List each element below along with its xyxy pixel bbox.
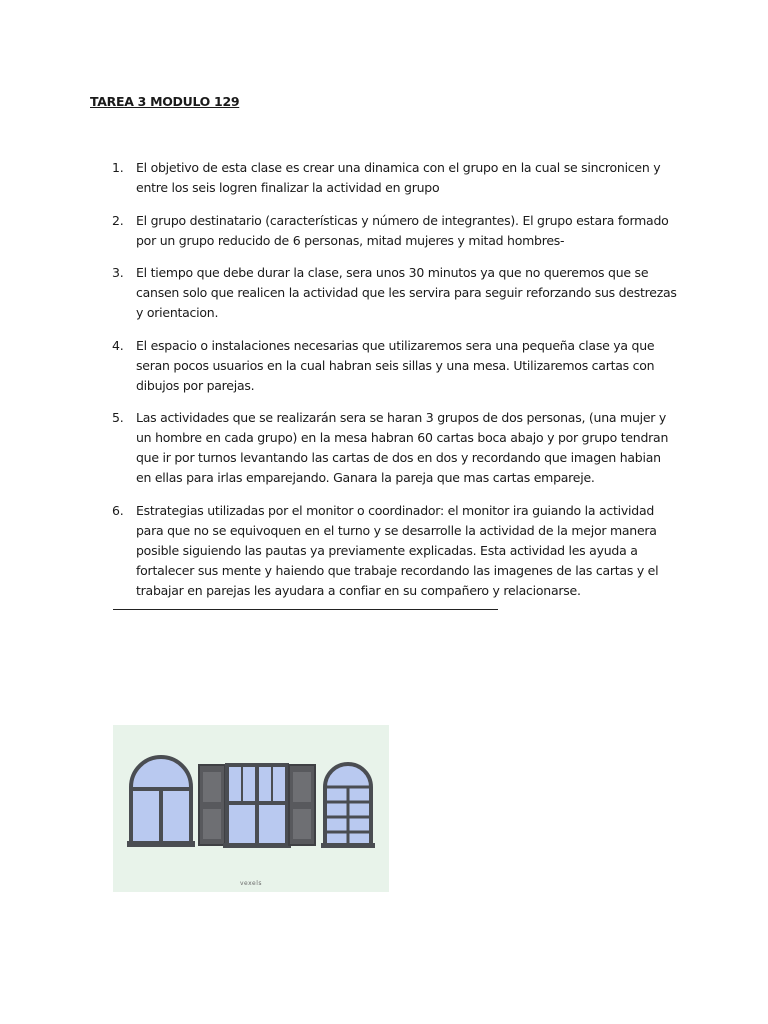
arched-window-right-icon xyxy=(321,764,375,848)
list-item-text: El espacio o instalaciones necesarias que utilizaremos sera una pequeña clase ya que seran pocos usuarios en la cual habran seis sillas y una mesa. Utilizaremos cartas con dibujos por parejas. xyxy=(136,337,655,393)
list-item xyxy=(112,336,677,396)
list-item-text: Las actividades que se realizarán sera se haran 3 grupos de dos personas, (una mujer y un hombre en cada grupo) en la mesa habran 60 cartas boca abajo y por grupo tendran que ir por turnos levantando las cartas de dos en dos y recordando que imagen habian en ellas para irlas emparejando. Ganara la pareja que mas cartas empareje. xyxy=(136,410,669,485)
list-item xyxy=(112,501,677,601)
windows-illustration xyxy=(113,725,389,892)
list-item-text: El grupo destinatario (características y número de integrantes). El grupo estara formado por un grupo reducido de 6 personas, mitad mujeres y mitad hombres- xyxy=(136,212,669,248)
list-item-number: 6. xyxy=(112,502,124,518)
list-item xyxy=(112,211,677,251)
arched-window-left-icon xyxy=(127,757,195,847)
list-item xyxy=(112,158,677,198)
list-item-text: El objetivo de esta clase es crear una dinamica con el grupo en la cual se sincronicen y entre los seis logren finalizar la actividad en grupo xyxy=(136,160,661,195)
list-item-number: 3. xyxy=(112,265,124,280)
list-item-number: 2. xyxy=(112,212,124,228)
document-title: TAREA 3 MODULO 129 xyxy=(90,94,240,109)
shutter-left-icon xyxy=(199,765,225,845)
list-item-number: 4. xyxy=(112,337,124,353)
list-item xyxy=(112,408,677,488)
list-item-number: 1. xyxy=(112,160,124,175)
numbered-list xyxy=(112,158,677,613)
list-item-text: El tiempo que debe durar la clase, sera unos 30 minutos ya que no queremos que se cansen solo que realicen la actividad que les servira para seguir reforzando sus destrezas y orientacion. xyxy=(136,265,677,320)
shutter-right-icon xyxy=(289,765,315,845)
list-item-text: Estrategias utilizadas por el monitor o coordinador: el monitor ira guiando la actividad para que no se equivoquen en el turno y se desarrolle la actividad de la mejor manera posible siguiendo las pautas ya previamente explicadas. Esta actividad les ayuda a fortalecer sus mente y haiendo que trabaje recordando las imagenes de las cartas y el trabajar en parejas les ayudara a confiar en su compañero y relacionarse. xyxy=(136,502,659,598)
center-window-icon xyxy=(223,765,291,848)
list-item xyxy=(112,263,677,323)
windows-image xyxy=(113,725,389,892)
horizontal-rule xyxy=(113,609,498,610)
watermark: vexels xyxy=(240,880,262,887)
list-item-number: 5. xyxy=(112,410,124,425)
